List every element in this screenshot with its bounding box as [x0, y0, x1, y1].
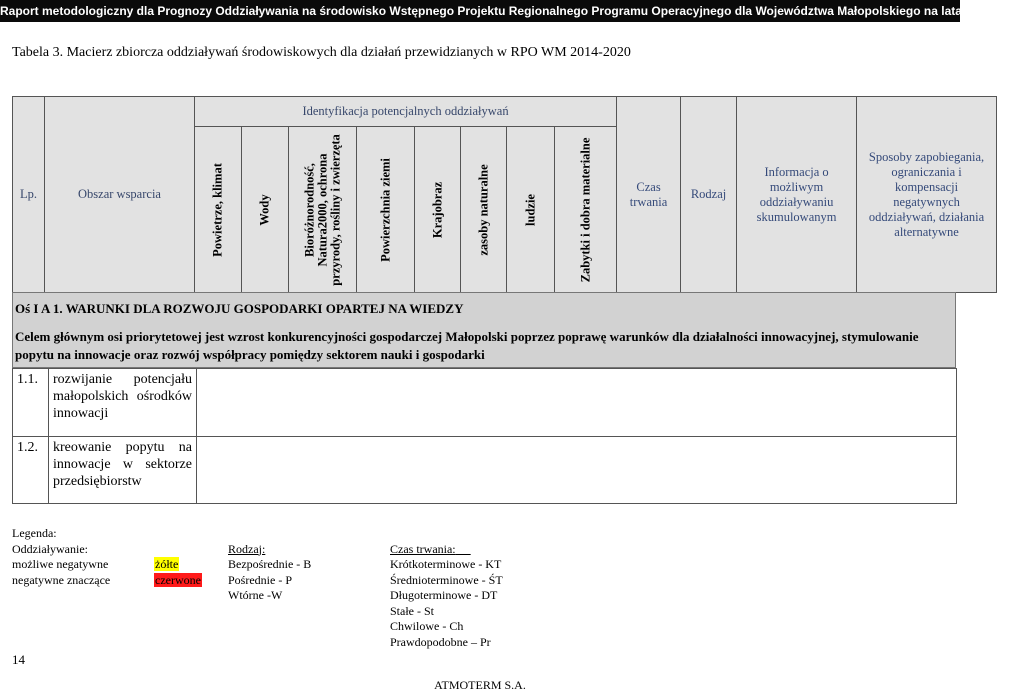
sposoby-line: Sposoby zapobiegania, [868, 149, 985, 164]
legend-czas-item: Stałe - St [390, 603, 434, 618]
bio-line-3: przyrody, rośliny i zwierzęta [328, 133, 342, 286]
legend-oddz-label: możliwe negatywne [12, 557, 109, 571]
label-zasoby: zasoby naturalne [476, 163, 490, 256]
page-footer: ATMOTERM S.A. [434, 678, 526, 692]
col-powietrze [195, 127, 242, 293]
row-empty [197, 437, 957, 504]
legend-oddz-item [12, 557, 110, 573]
col-identyfikacja: Identyfikacja potencjalnych oddziaływań [195, 97, 617, 127]
czas-line-2: trwania [629, 194, 668, 209]
legend-rodzaj-title: Rodzaj: [228, 541, 266, 556]
col-krajobraz [415, 127, 461, 293]
legend-rodzaj [228, 542, 311, 604]
row-empty [197, 369, 957, 437]
info-line: Informacja o [764, 164, 829, 179]
label-bioroznorodnosc [303, 134, 342, 286]
legend-oddz-item [12, 573, 110, 589]
legend-swatches [154, 557, 202, 588]
col-ludzie [507, 127, 555, 293]
row-lp: 1.1. [13, 369, 49, 437]
sposoby-line: ograniczania i [891, 164, 962, 179]
row-obszar: kreowanie popytu na innowacje w sektorze przedsiębiorstw [49, 437, 197, 504]
sposoby-line: oddziaływań, działania [868, 209, 985, 224]
axis-band [12, 292, 956, 368]
legend-oddzialywanie [12, 542, 110, 589]
label-krajobraz: Krajobraz [430, 181, 444, 238]
legend-oddz-title: Oddziaływanie: [12, 541, 88, 556]
matrix-header [12, 96, 997, 293]
yellow-swatch: żółte [155, 557, 179, 571]
sposoby-line: kompensacji [894, 179, 959, 194]
legend-czas-item: Prawdopodobne – Pr [390, 634, 491, 649]
red-swatch: czerwone [155, 572, 201, 587]
page-header: Raport metodologiczny dla Prognozy Oddziaływania na środowisko Wstępnego Projektu Regionalnego Programu Operacyjnego dla Województwa Małopolskiego na lata 2014-2020 [0, 0, 960, 22]
col-zasoby [461, 127, 507, 293]
legend-czas-title: Czas trwania: [390, 541, 456, 556]
sposoby-line: negatywnych [893, 194, 960, 209]
col-sposoby [857, 97, 997, 293]
label-zabytki: Zabytki i dobra materialne [578, 137, 593, 282]
legend-czas [390, 542, 503, 651]
col-czas [617, 97, 681, 293]
legend-rodzaj-item: Pośrednie - P [228, 572, 292, 587]
bio-line-1: Bioróżnorodność, [302, 162, 316, 257]
table-row [13, 437, 957, 504]
support-rows [12, 368, 957, 504]
info-line: skumulowanym [756, 209, 837, 224]
legend-czas-item: Chwilowe - Ch [390, 619, 464, 633]
col-bioroznorodnosc [289, 127, 357, 293]
label-ludzie: ludzie [523, 193, 537, 226]
sposoby-line: alternatywne [894, 224, 959, 239]
legend-czas-item: Długoterminowe - DT [390, 588, 498, 602]
legend-title: Legenda: [12, 526, 57, 540]
col-obszar: Obszar wsparcia [45, 97, 195, 293]
legend-rodzaj-item: Bezpośrednie - B [228, 557, 312, 571]
label-powietrze: Powietrze, klimat [210, 162, 225, 257]
col-rodzaj: Rodzaj [681, 97, 737, 293]
czas-line-1: Czas [636, 179, 661, 194]
col-info [737, 97, 857, 293]
table-row [13, 369, 957, 437]
page-number: 14 [12, 652, 25, 667]
legend [12, 526, 503, 649]
col-zabytki [555, 127, 617, 293]
legend-czas-item: Krótkoterminowe - KT [390, 557, 502, 571]
table-caption: Tabela 3. Macierz zbiorcza oddziaływań środowiskowych dla działań przewidzianych w RPO WM 2014-2020 [12, 45, 631, 60]
col-powierzchnia [357, 127, 415, 293]
legend-czas-item: Średnioterminowe - ŚT [390, 572, 503, 587]
legend-rodzaj-item: Wtórne -W [228, 588, 283, 602]
info-line: oddziaływaniu [759, 194, 834, 209]
axis-goal: Celem głównym osi priorytetowej jest wzrost konkurencyjności gospodarczej Małopolski poprzez poprawę warunków dla działalności innowacyjnej, stymulowanie popytu na innowacje oraz rozwój współpracy pomiędzy sektorem nauki i gospodarki [15, 329, 919, 362]
axis-title: Oś I A 1. WARUNKI DLA ROZWOJU GOSPODARKI OPARTEJ NA WIEDZY [15, 301, 464, 316]
bio-line-2: Natura2000, ochrona [315, 153, 329, 266]
label-powierzchnia: Powierzchnia ziemi [378, 157, 392, 262]
legend-oddz-label: negatywne znaczące [12, 572, 111, 587]
row-lp: 1.2. [13, 437, 49, 504]
info-line: możliwym [769, 179, 824, 194]
col-lp: Lp. [13, 97, 45, 293]
row-obszar: rozwijanie potencjału małopolskich ośrodków innowacji [49, 369, 197, 437]
col-wody [242, 127, 289, 293]
label-wody: Wody [257, 193, 272, 226]
